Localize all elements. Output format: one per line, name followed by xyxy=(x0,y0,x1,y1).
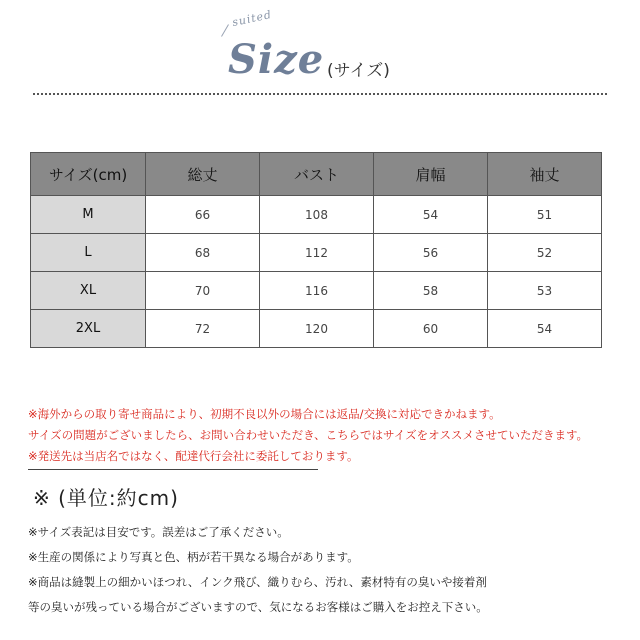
size-cell: M xyxy=(31,196,146,234)
table-row xyxy=(31,272,602,310)
value-cell: 66 xyxy=(146,196,260,234)
disclaimer-note: ※サイズ表記は目安です。誤差はご了承ください。 xyxy=(28,525,289,539)
value-cell: 68 xyxy=(146,234,260,272)
dotted-divider xyxy=(33,93,607,95)
warning-note: ※海外からの取り寄せ商品により、初期不良以外の場合には返品/交換に対応できかねます。 xyxy=(28,407,501,421)
value-cell: 52 xyxy=(488,234,602,272)
value-cell: 53 xyxy=(488,272,602,310)
warning-note: ※発送先は当店名ではなく、配達代行会社に委託しております。 xyxy=(28,449,359,463)
size-cell: XL xyxy=(31,272,146,310)
table-row xyxy=(31,196,602,234)
unit-note: ※ (単位:約cm) xyxy=(33,486,179,510)
value-cell: 112 xyxy=(260,234,374,272)
disclaimer-note: 等の臭いが残っている場合がございますので、気になるお客様はご購入をお控え下さい。 xyxy=(28,600,488,614)
header-length: 総丈 xyxy=(146,153,260,196)
disclaimer-note: ※商品は縫製上の細かいほつれ、インク飛び、織りむら、汚れ、素材特有の臭いや接着剤 xyxy=(28,575,487,589)
value-cell: 116 xyxy=(260,272,374,310)
script-word: suited xyxy=(231,7,274,30)
disclaimer-note: ※生産の関係により写真と色、柄が若干異なる場合があります。 xyxy=(28,550,359,564)
value-cell: 58 xyxy=(374,272,488,310)
size-cell: 2XL xyxy=(31,310,146,348)
header-sleeve: 袖丈 xyxy=(488,153,602,196)
table-row xyxy=(31,234,602,272)
header-size: サイズ(cm) xyxy=(31,153,146,196)
header-shoulder: 肩幅 xyxy=(374,153,488,196)
table-row xyxy=(31,310,602,348)
value-cell: 51 xyxy=(488,196,602,234)
size-title: Size xyxy=(228,36,325,83)
warning-notes xyxy=(28,404,628,467)
value-cell: 60 xyxy=(374,310,488,348)
value-cell: 108 xyxy=(260,196,374,234)
value-cell: 70 xyxy=(146,272,260,310)
table-header-row xyxy=(31,153,602,196)
size-subtitle: (サイズ) xyxy=(327,61,390,81)
size-chart-table xyxy=(30,152,602,348)
size-header xyxy=(0,0,640,95)
value-cell: 56 xyxy=(374,234,488,272)
value-cell: 72 xyxy=(146,310,260,348)
decorative-line xyxy=(221,24,229,37)
warning-note: サイズの問題がございましたら、お問い合わせいただき、こちらではサイズをオススメさせていただきます。 xyxy=(28,428,589,442)
value-cell: 120 xyxy=(260,310,374,348)
size-cell: L xyxy=(31,234,146,272)
value-cell: 54 xyxy=(374,196,488,234)
value-cell: 54 xyxy=(488,310,602,348)
note-underline xyxy=(28,469,318,470)
disclaimer-notes xyxy=(28,520,628,620)
header-bust: バスト xyxy=(260,153,374,196)
